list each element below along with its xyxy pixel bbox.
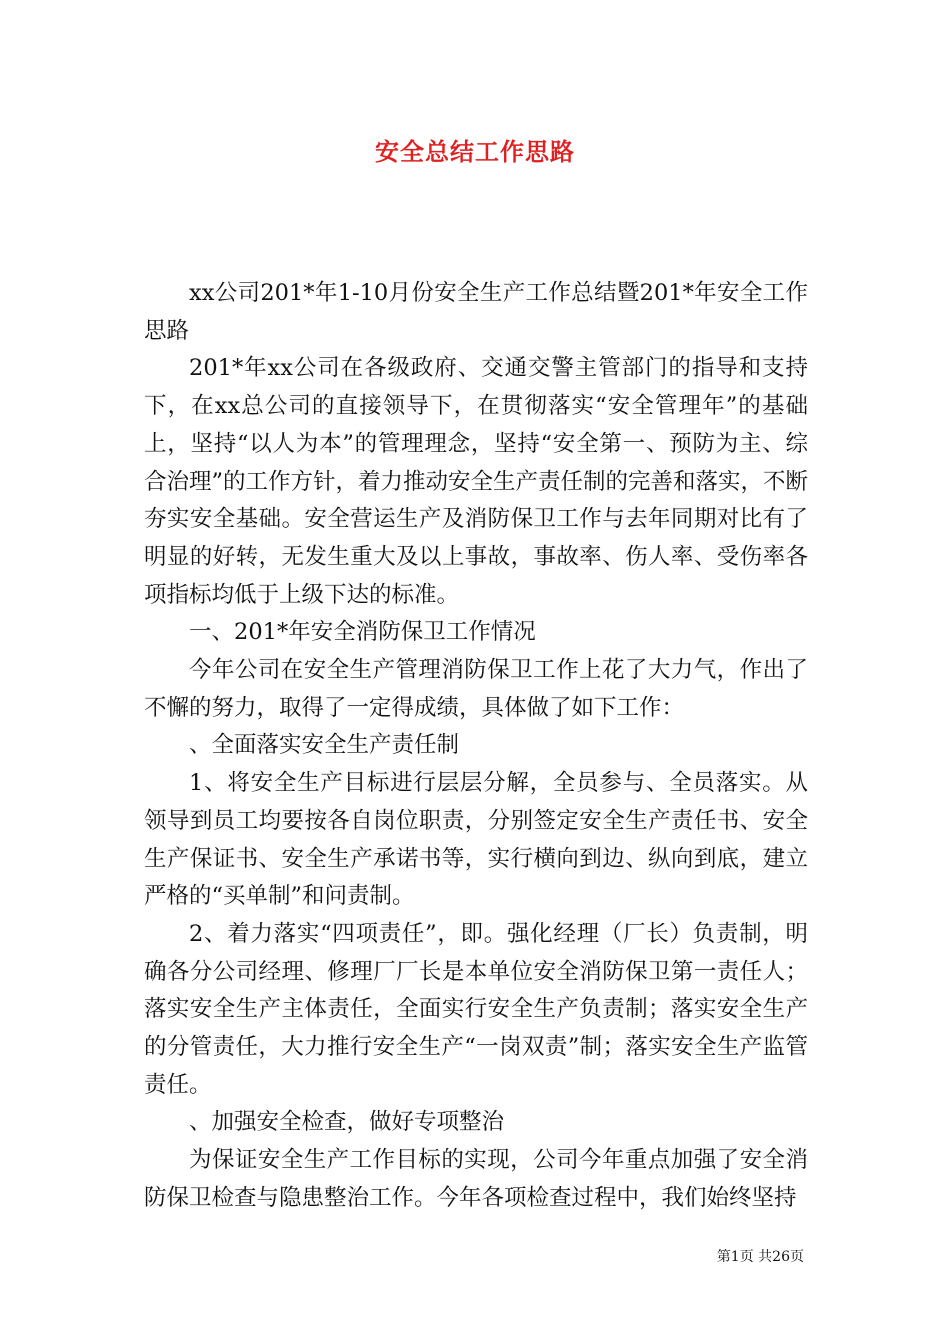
paragraph: 为保证安全生产工作目标的实现，公司今年重点加强了安全消防保卫检查与隐患整治工作。今年各项检查过程中，我们始终坚持 bbox=[144, 1147, 808, 1211]
document-body bbox=[144, 275, 808, 1218]
footer-middle: 页 共 bbox=[739, 1249, 773, 1265]
subsection-heading: 、加强安全检查，做好专项整治 bbox=[189, 1109, 505, 1136]
paragraph: 今年公司在安全生产管理消防保卫工作上花了大力气，作出了不懈的努力，取得了一定得成绩，具体做了如下工作： bbox=[144, 657, 808, 721]
paragraph: 201*年xx公司在各级政府、交通交警主管部门的指导和支持下，在xx总公司的直接领导下，在贯彻落实“安全管理年”的基础上，坚持“以人为本”的管理理念，坚持“安全第一、预防为主、综合治理”的工作方针，着力推动安全生产责任制的完善和落实，不断夯实安全基础。安全营运生产及消防保卫工作与去年同期对比有了明显的好转，无发生重大及以上事故，事故率、伤人率、受伤率各项指标均低于上级下达的标准。 bbox=[144, 355, 809, 608]
footer-total-pages: 26 bbox=[772, 1249, 790, 1265]
paragraph: xx公司201*年1-10月份安全生产工作总结暨201*年安全工作思路 bbox=[144, 280, 808, 344]
page-footer bbox=[717, 1246, 804, 1266]
paragraph: 1、将安全生产目标进行层层分解，全员参与、全员落实。从领导到员工均要按各自岗位职责，分别签定安全生产责任书、安全生产保证书、安全生产承诺书等，实行横向到边、纵向到底，建立严格的“买单制”和问责制。 bbox=[144, 770, 808, 910]
footer-suffix: 页 bbox=[790, 1249, 804, 1265]
footer-prefix: 第 bbox=[716, 1249, 731, 1265]
paragraph: 2、着力落实“四项责任”，即。强化经理（厂长）负责制，明确各分公司经理、修理厂厂长是本单位安全消防保卫第一责任人；落实安全生产主体责任，全面实行安全生产负责制；落实安全生产的分管责任，大力推行安全生产“一岗双责”制；落实安全生产监管责任。 bbox=[144, 920, 808, 1098]
section-heading: 一、201*年安全消防保卫工作情况 bbox=[189, 619, 536, 646]
footer-page-number: 1 bbox=[730, 1249, 740, 1265]
document-title: 安全总结工作思路 bbox=[375, 137, 575, 166]
subsection-heading: 、全面落实安全生产责任制 bbox=[189, 732, 460, 759]
